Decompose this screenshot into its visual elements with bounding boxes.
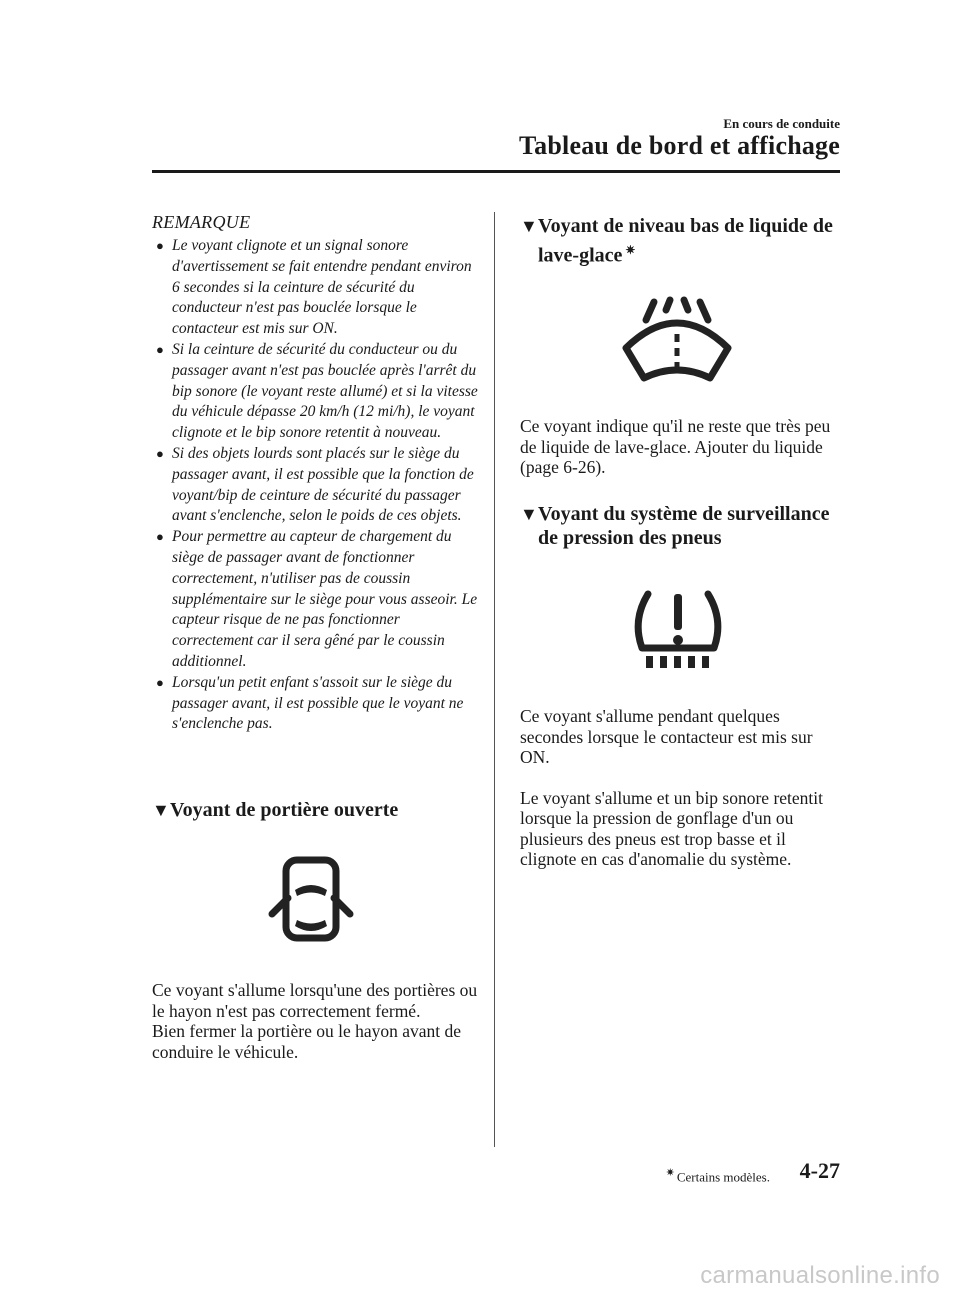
washer-heading-label: Voyant de niveau bas de liquide de lave-glace [538, 215, 833, 267]
triangle-icon: ▼ [520, 216, 538, 236]
triangle-icon: ▼ [520, 504, 538, 524]
remark-item [152, 340, 478, 444]
column-divider [494, 212, 495, 1147]
bullet-icon: ● [156, 341, 164, 357]
remark-item [152, 236, 478, 340]
door-open-icon [266, 854, 356, 944]
washer-description [520, 416, 840, 478]
header-rule [152, 170, 840, 173]
watermark: carmanualsonline.info [700, 1262, 940, 1289]
chapter-title: Tableau de bord et affichage [519, 131, 840, 160]
remark-text: Le voyant clignote et un signal sonore d'avertissement se fait entendre pendant environ 6 secondes si la ceinture de sécurité du conducteur n'est pas bouclée lorsque le contacteur est mis sur ON. [172, 237, 472, 338]
bullet-icon: ● [156, 445, 164, 461]
washer-heading-text [538, 214, 840, 268]
remark-text: Pour permettre au capteur de chargement du siège de passager avant de fonctionner correctement, n'utiliser pas de coussin supplémentaire sur le siège pour vous asseoir. Le capteur risque de ne pas fonctionner correctement car il sera gêné par le coussin additionnel. [172, 528, 478, 670]
door-text-1: Ce voyant s'allume lorsqu'une des portières ou le hayon n'est pas correctement fermé. [152, 980, 478, 1021]
tpms-text-1: Ce voyant s'allume pendant quelques secondes lorsque le contacteur est mis sur ON. [520, 706, 813, 767]
tpms-heading-text: Voyant du système de surveillance de pression des pneus [538, 503, 830, 549]
remark-item [152, 673, 478, 735]
bullet-icon: ● [156, 238, 164, 253]
door-heading-text: Voyant de portière ouverte [170, 799, 399, 821]
tire-pressure-icon [630, 586, 726, 672]
remark-item [152, 527, 478, 673]
remark-text: Si des objets lourds sont placés sur le siège du passager avant, il est possible que la fonction de voyant/bip de ceinture de sécurité du passager avant s'enclenche, selon le poids de ces objets. [172, 444, 474, 525]
bullet-icon: ● [156, 529, 164, 545]
triangle-icon: ▼ [152, 800, 170, 820]
tpms-heading [520, 502, 840, 550]
page-number: 4-27 [799, 1158, 840, 1183]
washer-fluid-icon [618, 290, 736, 388]
left-column [152, 212, 478, 735]
asterisk-icon: ✷ [665, 1167, 675, 1179]
asterisk-icon: ✷ [625, 243, 636, 257]
washer-text: Ce voyant indique qu'il ne reste que très peu de liquide de lave-glace. Ajouter du liquide (page 6-26). [520, 416, 831, 477]
door-description [152, 980, 478, 1062]
door-text-2: Bien fermer la portière ou le hayon avant de conduire le véhicule. [152, 1021, 462, 1062]
remark-text: Si la ceinture de sécurité du conducteur ou du passager avant n'est pas bouclée après l'arrêt du bip sonore (le voyant reste allumé) et si la vitesse du véhicule dépasse 20 km/h (12 mi/h), le voyant clignote et le bip sonore retentit à nouveau. [172, 340, 478, 442]
tpms-text-2: Le voyant s'allume et un bip sonore retentit lorsque la pression de gonflage d'un ou plusieurs des pneus est trop basse et il clignote en cas d'anomalie du système. [520, 787, 824, 869]
footer-note-text: Certains modèles. [676, 1169, 770, 1185]
bullet-icon: ● [156, 674, 164, 690]
tpms-description [520, 706, 840, 870]
washer-heading [520, 214, 840, 268]
footer-note [666, 1166, 770, 1185]
remark-item [152, 444, 478, 527]
door-heading [152, 798, 478, 822]
section-label: En cours de conduite [723, 116, 840, 131]
remark-list [152, 236, 478, 735]
remark-title: REMARQUE [152, 212, 251, 232]
remark-text: Lorsqu'un petit enfant s'assoit sur le siège du passager avant, il est possible que le voyant ne s'enclenche pas. [172, 673, 464, 733]
